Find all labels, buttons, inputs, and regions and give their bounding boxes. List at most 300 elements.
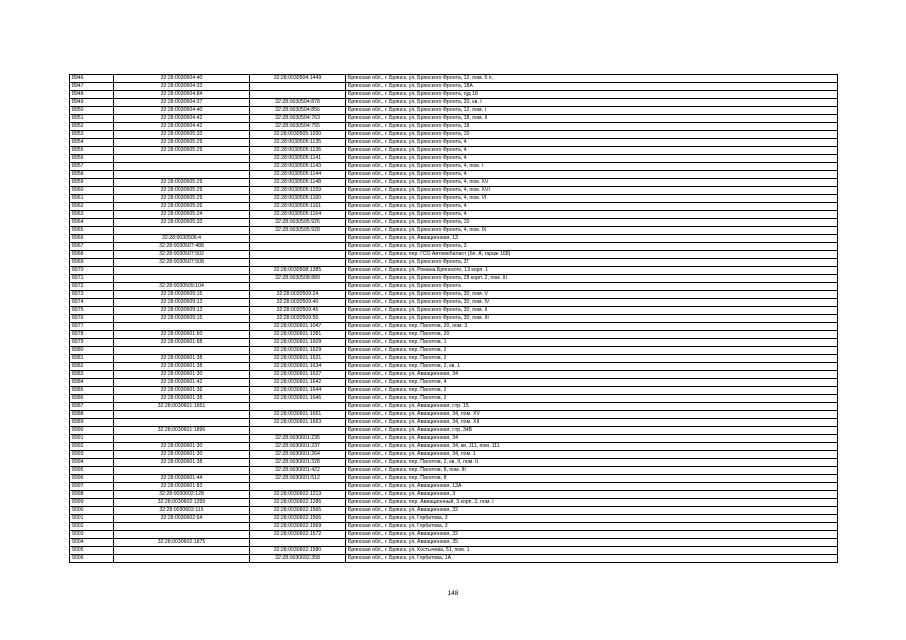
address-cell: Брянская обл., г. Брянск, ул. Горбатова, 1А: [346, 555, 838, 563]
land-cadastral-number-cell: 32:28:0030504:42: [114, 115, 250, 123]
row-number-cell: 8990: [70, 427, 114, 435]
table-row: [70, 347, 838, 355]
table-row: [70, 531, 838, 539]
table-row: [70, 291, 838, 299]
object-cadastral-number-cell: [250, 283, 346, 291]
address-cell: Брянская обл., г. Брянск, ул. Брянского Фронта, 4: [346, 203, 838, 211]
row-number-cell: 8978: [70, 331, 114, 339]
table-row: [70, 539, 838, 547]
row-number-cell: 9002: [70, 523, 114, 531]
land-cadastral-number-cell: [114, 227, 250, 235]
row-number-cell: 8968: [70, 251, 114, 259]
table-row: [70, 219, 838, 227]
address-cell: Брянская обл., г. Брянск, ул. Авиационная, 35: [346, 539, 838, 547]
land-cadastral-number-cell: 32:28:0030504:33: [114, 83, 250, 91]
table-row: [70, 115, 838, 123]
address-cell: Брянская обл., г. Брянск, ул. Брянского Фронта, 3: [346, 243, 838, 251]
object-cadastral-number-cell: 32:28:0030505:1159: [250, 187, 346, 195]
land-cadastral-number-cell: 32:28:0030504:42: [114, 123, 250, 131]
table-row: [70, 395, 838, 403]
row-number-cell: 9001: [70, 515, 114, 523]
object-cadastral-number-cell: 32:28:0030601:235: [250, 435, 346, 443]
table-row: [70, 251, 838, 259]
land-cadastral-number-cell: 32:28:0030601:38: [114, 459, 250, 467]
table-row: [70, 315, 838, 323]
row-number-cell: 8952: [70, 123, 114, 131]
object-cadastral-number-cell: 32:28:0030505:1148: [250, 179, 346, 187]
table-row: [70, 83, 838, 91]
address-cell: Брянская обл., г. Брянск, ул. Авиационная, 13А: [346, 483, 838, 491]
address-cell: Брянская обл., г. Брянск, ул. Брянского Фронта, 12, пом. 5 п.: [346, 75, 838, 83]
row-number-cell: 8977: [70, 323, 114, 331]
address-cell: Брянская обл., г. Брянск, ул. Брянского Фронта, 30, пом. II: [346, 307, 838, 315]
row-number-cell: 8950: [70, 107, 114, 115]
address-cell: Брянская обл., г. Брянск, ул. Брянского Фронта, 28 корп. 2, пом. III: [346, 275, 838, 283]
land-cadastral-number-cell: 32:28:0030505:29: [114, 139, 250, 147]
object-cadastral-number-cell: 32:28:0030602:1286: [250, 499, 346, 507]
land-cadastral-number-cell: 32:28:0030504:40: [114, 107, 250, 115]
address-cell: Брянская обл., г. Брянск, ул. Авиационная, 13: [346, 235, 838, 243]
object-cadastral-number-cell: 32:28:0030601:1629: [250, 347, 346, 355]
land-cadastral-number-cell: 32:28:0030505:33: [114, 219, 250, 227]
land-cadastral-number-cell: 32:28:0030504:40: [114, 75, 250, 83]
land-cadastral-number-cell: 32:28:0030601:1651: [114, 403, 250, 411]
row-number-cell: 8965: [70, 227, 114, 235]
row-number-cell: 8982: [70, 363, 114, 371]
row-number-cell: 8947: [70, 83, 114, 91]
address-cell: Брянская обл., г. Брянск, пер. Пилотов, 8, пом. III: [346, 467, 838, 475]
address-cell: Брянская обл., г. Брянск, ул. Авиационная, стр. 15: [346, 403, 838, 411]
object-cadastral-number-cell: 32:28:0030505:1161: [250, 203, 346, 211]
address-cell: Брянская обл., г. Брянск, ул. Брянского Фронта, 18, пом. II: [346, 115, 838, 123]
address-cell: Брянская обл., г. Брянск, ул. Авиационная, 34, пом. 1: [346, 451, 838, 459]
land-cadastral-number-cell: 32:28:0030601:38: [114, 363, 250, 371]
land-cadastral-number-cell: [114, 467, 250, 475]
object-cadastral-number-cell: 32:28:0030601:422: [250, 467, 346, 475]
object-cadastral-number-cell: 32:28:0030508:1385: [250, 267, 346, 275]
object-cadastral-number-cell: 32:28:0030504:1449: [250, 75, 346, 83]
address-cell: Брянская обл., г. Брянск, пер. Пилотов, 2: [346, 355, 838, 363]
row-number-cell: 8989: [70, 419, 114, 427]
address-cell: Брянская обл., г. Брянск, ул. Авиационная, 34: [346, 435, 838, 443]
object-cadastral-number-cell: 32:28:0030601:1663: [250, 419, 346, 427]
land-cadastral-number-cell: [114, 267, 250, 275]
object-cadastral-number-cell: 32:28:0030602:1213: [250, 491, 346, 499]
land-cadastral-number-cell: 32:28:0030602:1395: [114, 499, 250, 507]
land-cadastral-number-cell: 32:28:0030504:37: [114, 99, 250, 107]
table-row: [70, 451, 838, 459]
land-cadastral-number-cell: 32:28:0030601:30: [114, 451, 250, 459]
table-row: [70, 187, 838, 195]
land-cadastral-number-cell: 32:28:0030504:84: [114, 91, 250, 99]
address-cell: Брянская обл., г. Брянск, ул. Авиационная, 34, пом. XII: [346, 419, 838, 427]
table-row: [70, 499, 838, 507]
object-cadastral-number-cell: 32:28:0030505:1135: [250, 139, 346, 147]
land-cadastral-number-cell: 32:28:0030507:488: [114, 243, 250, 251]
land-cadastral-number-cell: 32:28:0030601:60: [114, 331, 250, 339]
table-row: [70, 387, 838, 395]
object-cadastral-number-cell: 32:28:0030602:1569: [250, 523, 346, 531]
registry-table-body: [70, 75, 838, 563]
row-number-cell: 8988: [70, 411, 114, 419]
object-cadastral-number-cell: 32:28:0030505:1141: [250, 155, 346, 163]
address-cell: Брянская обл., г. Брянск, ул. Брянского Фронта, 4: [346, 139, 838, 147]
object-cadastral-number-cell: [250, 259, 346, 267]
row-number-cell: 8962: [70, 203, 114, 211]
address-cell: Брянская обл., г. Брянск, ул. Горбатова, 3: [346, 515, 838, 523]
address-cell: Брянская обл., г. Брянск, пер. Пилотов, 20, пом. 3: [346, 323, 838, 331]
table-row: [70, 275, 838, 283]
table-row: [70, 235, 838, 243]
table-row: [70, 259, 838, 267]
object-cadastral-number-cell: 32:28:0030508:889: [250, 275, 346, 283]
row-number-cell: 8980: [70, 347, 114, 355]
address-cell: Брянская обл., г. Брянск, ул. Брянского Фронта, 4: [346, 147, 838, 155]
object-cadastral-number-cell: 32:28:0030602:1565: [250, 507, 346, 515]
row-number-cell: 8987: [70, 403, 114, 411]
land-cadastral-number-cell: 32:28:0030601:1896: [114, 427, 250, 435]
object-cadastral-number-cell: 32:28:0030601:1609: [250, 339, 346, 347]
address-cell: Брянская обл., г. Брянск, ул. Брянского Фронта: [346, 283, 838, 291]
object-cadastral-number-cell: 32:28:0030509:24: [250, 291, 346, 299]
address-cell: Брянская обл., г. Брянск, пер. Пилотов, 20: [346, 331, 838, 339]
table-row: [70, 91, 838, 99]
row-number-cell: 9000: [70, 507, 114, 515]
land-cadastral-number-cell: [114, 347, 250, 355]
land-cadastral-number-cell: [114, 411, 250, 419]
row-number-cell: 8972: [70, 283, 114, 291]
land-cadastral-number-cell: 32:28:0030602:64: [114, 515, 250, 523]
address-cell: Брянская обл., г. Брянск, ул. Брянского Фронта, 4, пом. XV: [346, 179, 838, 187]
land-cadastral-number-cell: [114, 531, 250, 539]
address-cell: Брянская обл., г. Брянск, ул. Авиационная, 34: [346, 371, 838, 379]
table-row: [70, 107, 838, 115]
address-cell: Брянская обл., г. Брянск, пер. Пилотов, 2, кв. II, пом. II: [346, 459, 838, 467]
land-cadastral-number-cell: [114, 163, 250, 171]
object-cadastral-number-cell: [250, 251, 346, 259]
row-number-cell: 8996: [70, 475, 114, 483]
table-row: [70, 203, 838, 211]
address-cell: Брянская обл., г. Брянск, пер. Пилотов, 8: [346, 475, 838, 483]
table-row: [70, 243, 838, 251]
object-cadastral-number-cell: 32:28:0030509:50: [250, 315, 346, 323]
row-number-cell: 8954: [70, 139, 114, 147]
address-cell: Брянская обл., г. Брянск, ул. Брянского Фронта, 30, пом. V: [346, 291, 838, 299]
object-cadastral-number-cell: 32:28:0030601:1637: [250, 371, 346, 379]
object-cadastral-number-cell: 32:28:0030601:1634: [250, 363, 346, 371]
table-row: [70, 547, 838, 555]
object-cadastral-number-cell: 32:28:0030601:1646: [250, 395, 346, 403]
address-cell: Брянская обл., г. Брянск, ул. Костычева, 51, пом. 1: [346, 547, 838, 555]
address-cell: Брянская обл., г. Брянск, ул. Брянского Фронта, 18А: [346, 83, 838, 91]
address-cell: Брянская обл., г. Брянск, ул. Брянского Фронта, 2Г: [346, 259, 838, 267]
row-number-cell: 8964: [70, 219, 114, 227]
address-cell: Брянская обл., г. Брянск, пер. ГСО Автомобилист (бл. А, гараж 168): [346, 251, 838, 259]
object-cadastral-number-cell: 32:28:0030602:1566: [250, 515, 346, 523]
row-number-cell: 8998: [70, 491, 114, 499]
address-cell: Брянская обл., г. Брянск, пер. Пилотов, 2: [346, 347, 838, 355]
object-cadastral-number-cell: 32:28:0030601:1661: [250, 411, 346, 419]
table-row: [70, 371, 838, 379]
table-row: [70, 443, 838, 451]
row-number-cell: 8953: [70, 131, 114, 139]
land-cadastral-number-cell: 32:28:0030601:44: [114, 475, 250, 483]
row-number-cell: 9004: [70, 539, 114, 547]
row-number-cell: 8963: [70, 211, 114, 219]
row-number-cell: 8976: [70, 315, 114, 323]
row-number-cell: 9005: [70, 547, 114, 555]
address-cell: Брянская обл., г. Брянск, ул. Брянского Фронта, ojд 18: [346, 91, 838, 99]
table-row: [70, 75, 838, 83]
table-row: [70, 339, 838, 347]
land-cadastral-number-cell: 32:28:0030509:15: [114, 315, 250, 323]
table-row: [70, 467, 838, 475]
object-cadastral-number-cell: [250, 539, 346, 547]
land-cadastral-number-cell: 32:28:0030601:42: [114, 379, 250, 387]
land-cadastral-number-cell: 32:28:0030602:115: [114, 507, 250, 515]
row-number-cell: 9003: [70, 531, 114, 539]
address-cell: Брянская обл., г. Брянск, ул. Авиационная, 32: [346, 507, 838, 515]
land-cadastral-number-cell: [114, 155, 250, 163]
row-number-cell: 8994: [70, 459, 114, 467]
row-number-cell: 8948: [70, 91, 114, 99]
row-number-cell: 8966: [70, 235, 114, 243]
row-number-cell: 8973: [70, 291, 114, 299]
object-cadastral-number-cell: 32:28:0030601:1631: [250, 355, 346, 363]
land-cadastral-number-cell: 32:28:0030509:13: [114, 299, 250, 307]
land-cadastral-number-cell: 32:28:0030509:15: [114, 291, 250, 299]
land-cadastral-number-cell: 32:28:0030507:502: [114, 251, 250, 259]
table-row: [70, 491, 838, 499]
table-row: [70, 555, 838, 563]
object-cadastral-number-cell: 32:28:0030505:1144: [250, 171, 346, 179]
table-row: [70, 483, 838, 491]
address-cell: Брянская обл., г. Брянск, пер. Пилотов, 4: [346, 379, 838, 387]
land-cadastral-number-cell: [114, 171, 250, 179]
row-number-cell: 8979: [70, 339, 114, 347]
object-cadastral-number-cell: 32:28:0030601:1381: [250, 331, 346, 339]
row-number-cell: 8985: [70, 387, 114, 395]
row-number-cell: 8961: [70, 195, 114, 203]
table-row: [70, 211, 838, 219]
row-number-cell: 8959: [70, 179, 114, 187]
row-number-cell: 8969: [70, 259, 114, 267]
land-cadastral-number-cell: [114, 323, 250, 331]
address-cell: Брянская обл., г. Брянск, ул. Авиационная, 3: [346, 491, 838, 499]
object-cadastral-number-cell: 32:28:0030601:1642: [250, 379, 346, 387]
land-cadastral-number-cell: 32:28:0030505:29: [114, 195, 250, 203]
row-number-cell: 8971: [70, 275, 114, 283]
object-cadastral-number-cell: 32:28:0030602:358: [250, 555, 346, 563]
row-number-cell: 8983: [70, 371, 114, 379]
land-cadastral-number-cell: 32:28:0030601:38: [114, 355, 250, 363]
table-row: [70, 419, 838, 427]
land-cadastral-number-cell: [114, 435, 250, 443]
object-cadastral-number-cell: 32:28:0030601:1644: [250, 387, 346, 395]
land-cadastral-number-cell: 32:28:0030505:29: [114, 147, 250, 155]
land-cadastral-number-cell: 32:28:0030505:24: [114, 211, 250, 219]
table-row: [70, 323, 838, 331]
address-cell: Брянская обл., г. Брянск, ул. Брянского Фронта, 30, пом. III: [346, 315, 838, 323]
object-cadastral-number-cell: 32:28:0030505:1136: [250, 147, 346, 155]
table-row: [70, 307, 838, 315]
object-cadastral-number-cell: 32:28:0030505:1030: [250, 131, 346, 139]
land-cadastral-number-cell: 32:28:0030601:30: [114, 371, 250, 379]
table-row: [70, 139, 838, 147]
row-number-cell: 8970: [70, 267, 114, 275]
table-row: [70, 435, 838, 443]
land-cadastral-number-cell: 32:28:0030505:29: [114, 179, 250, 187]
address-cell: Брянская обл., г. Брянск, пер. Пилотов, 1: [346, 339, 838, 347]
table-row: [70, 363, 838, 371]
table-row: [70, 283, 838, 291]
object-cadastral-number-cell: [250, 83, 346, 91]
land-cadastral-number-cell: 32:28:0030505:33: [114, 131, 250, 139]
row-number-cell: 8960: [70, 187, 114, 195]
object-cadastral-number-cell: [250, 91, 346, 99]
row-number-cell: 8956: [70, 155, 114, 163]
object-cadastral-number-cell: 32:28:0030505:926: [250, 219, 346, 227]
table-row: [70, 131, 838, 139]
object-cadastral-number-cell: 32:28:0030602:1572: [250, 531, 346, 539]
address-cell: Брянская обл., г. Брянск, ул. Брянского Фронта, 4, пом. VI: [346, 195, 838, 203]
table-row: [70, 99, 838, 107]
table-row: [70, 411, 838, 419]
row-number-cell: 8955: [70, 147, 114, 155]
row-number-cell: 8958: [70, 171, 114, 179]
land-cadastral-number-cell: 32:28:0030507:508: [114, 259, 250, 267]
address-cell: Брянская обл., г. Брянск, ул. Брянского Фронта, 4: [346, 171, 838, 179]
land-cadastral-number-cell: 32:28:0030601:36: [114, 387, 250, 395]
land-cadastral-number-cell: [114, 275, 250, 283]
object-cadastral-number-cell: 32:28:0030509:40: [250, 299, 346, 307]
address-cell: Брянская обл., г. Брянск, ул. Брянского Фронта, 10: [346, 131, 838, 139]
land-cadastral-number-cell: 32:28:0030509:13: [114, 307, 250, 315]
table-row: [70, 523, 838, 531]
object-cadastral-number-cell: [250, 483, 346, 491]
address-cell: Брянская обл., г. Брянск, ул. Брянского Фронта, 4, пом. IX: [346, 227, 838, 235]
row-number-cell: 9006: [70, 555, 114, 563]
table-row: [70, 459, 838, 467]
object-cadastral-number-cell: [250, 403, 346, 411]
row-number-cell: 8997: [70, 483, 114, 491]
row-number-cell: 8995: [70, 467, 114, 475]
object-cadastral-number-cell: 32:28:0030505:928: [250, 227, 346, 235]
object-cadastral-number-cell: 32:28:0030601:1047: [250, 323, 346, 331]
row-number-cell: 8992: [70, 443, 114, 451]
object-cadastral-number-cell: 32:28:0030505:1160: [250, 195, 346, 203]
table-row: [70, 515, 838, 523]
address-cell: Брянская обл., г. Брянск, ул. Романа Брянского, 13 корп. 1: [346, 267, 838, 275]
address-cell: Брянская обл., г. Брянск, ул. Авиационная, стр. 34Б: [346, 427, 838, 435]
land-cadastral-number-cell: 32:28:0030602:128: [114, 491, 250, 499]
land-cadastral-number-cell: 32:28:0030601:68: [114, 339, 250, 347]
table-row: [70, 171, 838, 179]
object-cadastral-number-cell: [250, 235, 346, 243]
table-row: [70, 427, 838, 435]
address-cell: Брянская обл., г. Брянск, пер. Авиационный, 3 корп. 2, пом. I: [346, 499, 838, 507]
page-number: 148: [447, 590, 459, 597]
table-row: [70, 147, 838, 155]
table-row: [70, 403, 838, 411]
object-cadastral-number-cell: 32:28:0030602:1580: [250, 547, 346, 555]
address-cell: Брянская обл., г. Брянск, ул. Брянского Фронта, 4: [346, 155, 838, 163]
table-row: [70, 155, 838, 163]
object-cadastral-number-cell: 32:28:0030504:878: [250, 99, 346, 107]
address-cell: Брянская обл., г. Брянск, ул. Брянского Фронта, 4: [346, 211, 838, 219]
row-number-cell: 8993: [70, 451, 114, 459]
object-cadastral-number-cell: 32:28:0030509:45: [250, 307, 346, 315]
object-cadastral-number-cell: 32:28:0030504:856: [250, 107, 346, 115]
object-cadastral-number-cell: 32:28:0030504:763: [250, 115, 346, 123]
address-cell: Брянская обл., г. Брянск, ул. Авиационная, 32: [346, 531, 838, 539]
land-cadastral-number-cell: 32:28:0030601:83: [114, 483, 250, 491]
land-cadastral-number-cell: [114, 523, 250, 531]
address-cell: Брянская обл., г. Брянск, ул. Брянского Фронта, 20, кв. I: [346, 99, 838, 107]
land-cadastral-number-cell: 32:28:0030602:1875: [114, 539, 250, 547]
row-number-cell: 8949: [70, 99, 114, 107]
land-cadastral-number-cell: [114, 555, 250, 563]
registry-table: [69, 74, 838, 563]
row-number-cell: 8967: [70, 243, 114, 251]
table-row: [70, 299, 838, 307]
table-row: [70, 475, 838, 483]
row-number-cell: 8974: [70, 299, 114, 307]
address-cell: Брянская обл., г. Брянск, ул. Брянского Фронта, 30, пом. IV: [346, 299, 838, 307]
table-row: [70, 379, 838, 387]
land-cadastral-number-cell: 32:28:0030506:4: [114, 235, 250, 243]
object-cadastral-number-cell: [250, 243, 346, 251]
row-number-cell: 8951: [70, 115, 114, 123]
object-cadastral-number-cell: 32:28:0030504:755: [250, 123, 346, 131]
land-cadastral-number-cell: 32:28:0030509:104: [114, 283, 250, 291]
row-number-cell: 8999: [70, 499, 114, 507]
land-cadastral-number-cell: 32:28:0030505:29: [114, 187, 250, 195]
row-number-cell: 8991: [70, 435, 114, 443]
row-number-cell: 8957: [70, 163, 114, 171]
address-cell: Брянская обл., г. Брянск, ул. Брянского Фронта, 10: [346, 219, 838, 227]
row-number-cell: 8981: [70, 355, 114, 363]
address-cell: Брянская обл., г. Брянск, ул. Брянского Фронта, 18: [346, 123, 838, 131]
address-cell: Брянская обл., г. Брянск, ул. Брянского Фронта, 4, пом. I: [346, 163, 838, 171]
address-cell: Брянская обл., г. Брянск, пер. Пилотов, 2, кв. 1: [346, 363, 838, 371]
table-row: [70, 123, 838, 131]
table-row: [70, 331, 838, 339]
object-cadastral-number-cell: 32:28:0030601:328: [250, 459, 346, 467]
land-cadastral-number-cell: [114, 419, 250, 427]
address-cell: Брянская обл., г. Брянск, ул. Горбатова, 3: [346, 523, 838, 531]
address-cell: Брянская обл., г. Брянск, ул. Авиационная, 34, кв. 111, пом. 111: [346, 443, 838, 451]
table-row: [70, 195, 838, 203]
land-cadastral-number-cell: 32:28:0030601:38: [114, 395, 250, 403]
object-cadastral-number-cell: 32:28:0030505:1164: [250, 211, 346, 219]
table-row: [70, 507, 838, 515]
land-cadastral-number-cell: 32:28:0030505:26: [114, 203, 250, 211]
address-cell: Брянская обл., г. Брянск, ул. Брянского Фронта, 12, пом. I: [346, 107, 838, 115]
object-cadastral-number-cell: 32:28:0030601:512: [250, 475, 346, 483]
address-cell: Брянская обл., г. Брянск, пер. Пилотов, 2: [346, 395, 838, 403]
land-cadastral-number-cell: 32:28:0030601:30: [114, 443, 250, 451]
address-cell: Брянская обл., г. Брянск, ул. Авиационная, 34, пом. XV: [346, 411, 838, 419]
object-cadastral-number-cell: 32:28:0030601:264: [250, 451, 346, 459]
table-row: [70, 355, 838, 363]
land-cadastral-number-cell: [114, 547, 250, 555]
table-row: [70, 179, 838, 187]
object-cadastral-number-cell: [250, 427, 346, 435]
object-cadastral-number-cell: 32:28:0030505:1143: [250, 163, 346, 171]
address-cell: Брянская обл., г. Брянск, ул. Брянского Фронта, 4, пом. XVI: [346, 187, 838, 195]
table-row: [70, 163, 838, 171]
